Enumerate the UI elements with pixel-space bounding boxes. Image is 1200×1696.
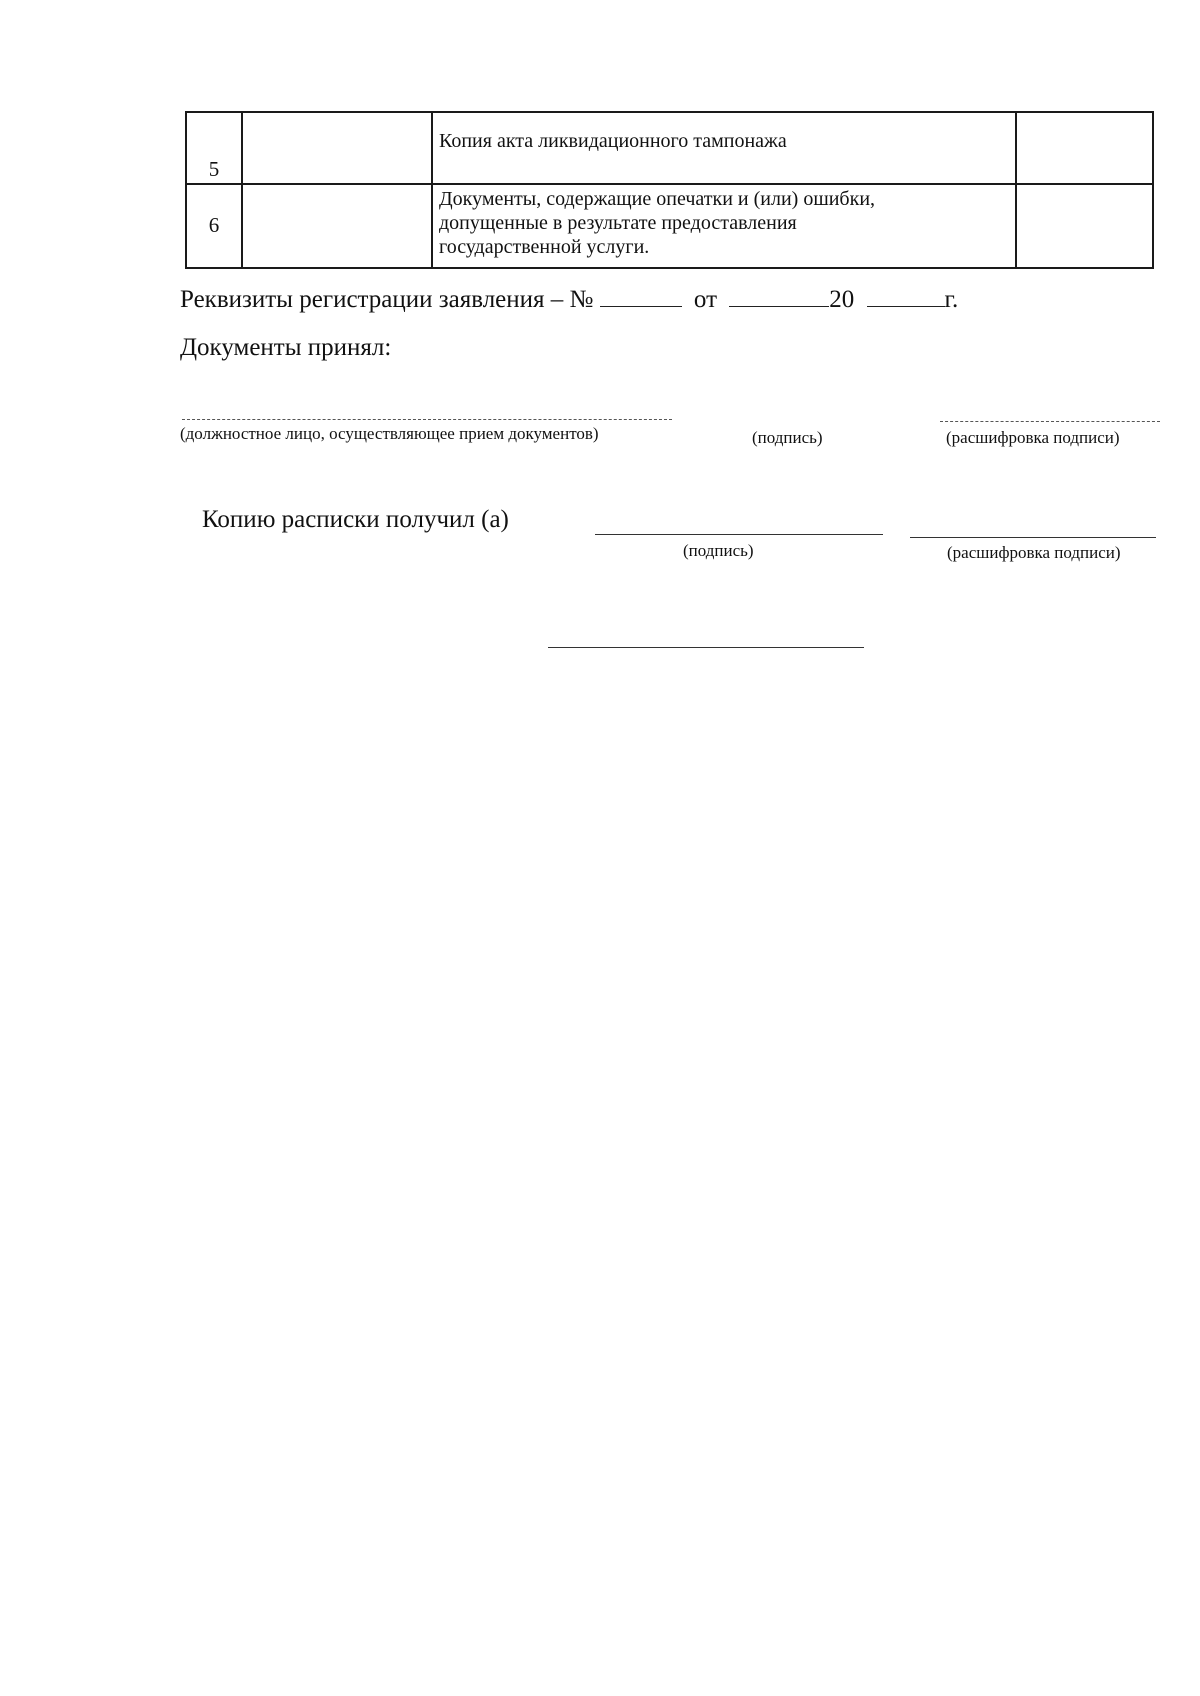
official-signature-caption: (подпись) <box>752 428 823 447</box>
row-description-line: допущенные в результате предоставления <box>439 212 797 234</box>
official-signature-rule[interactable] <box>182 419 672 420</box>
documents-table <box>185 111 1154 269</box>
row-note-cell <box>1016 112 1153 184</box>
registration-line <box>180 284 958 314</box>
receipt-signature-rule[interactable] <box>595 534 883 535</box>
receipt-decoding-caption: (расшифровка подписи) <box>947 543 1121 562</box>
registration-label: Реквизиты регистрации заявления – № <box>180 286 594 313</box>
accepted-label: Документы принял: <box>180 334 392 361</box>
official-decoding-caption: (расшифровка подписи) <box>946 428 1120 447</box>
row-number: 6 <box>186 184 242 268</box>
table-row <box>186 112 1153 184</box>
receipt-label: Копию расписки получил (а) <box>202 506 509 533</box>
row-description: Копия акта ликвидационного тампонажа <box>432 112 1016 184</box>
registration-year-prefix: 20 <box>829 286 855 313</box>
registration-date-blank[interactable] <box>729 284 829 307</box>
table-row <box>186 184 1153 268</box>
registration-number-blank[interactable] <box>600 284 682 307</box>
closing-divider <box>548 647 864 648</box>
official-decoding-rule[interactable] <box>940 421 1160 422</box>
row-code-cell <box>242 184 432 268</box>
registration-year-suffix: г. <box>944 286 959 313</box>
receipt-signature-caption: (подпись) <box>683 541 754 560</box>
row-code-cell <box>242 112 432 184</box>
official-caption: (должностное лицо, осуществляющее прием документов) <box>180 424 599 443</box>
row-note-cell <box>1016 184 1153 268</box>
registration-from-word: от <box>693 286 718 313</box>
registration-year-blank[interactable] <box>867 284 945 307</box>
receipt-decoding-rule[interactable] <box>910 537 1156 538</box>
row-description-line: государственной услуги. <box>439 236 650 258</box>
row-number: 5 <box>186 112 242 184</box>
row-description <box>432 184 1016 268</box>
row-description-line: Документы, содержащие опечатки и (или) ошибки, <box>439 188 876 210</box>
